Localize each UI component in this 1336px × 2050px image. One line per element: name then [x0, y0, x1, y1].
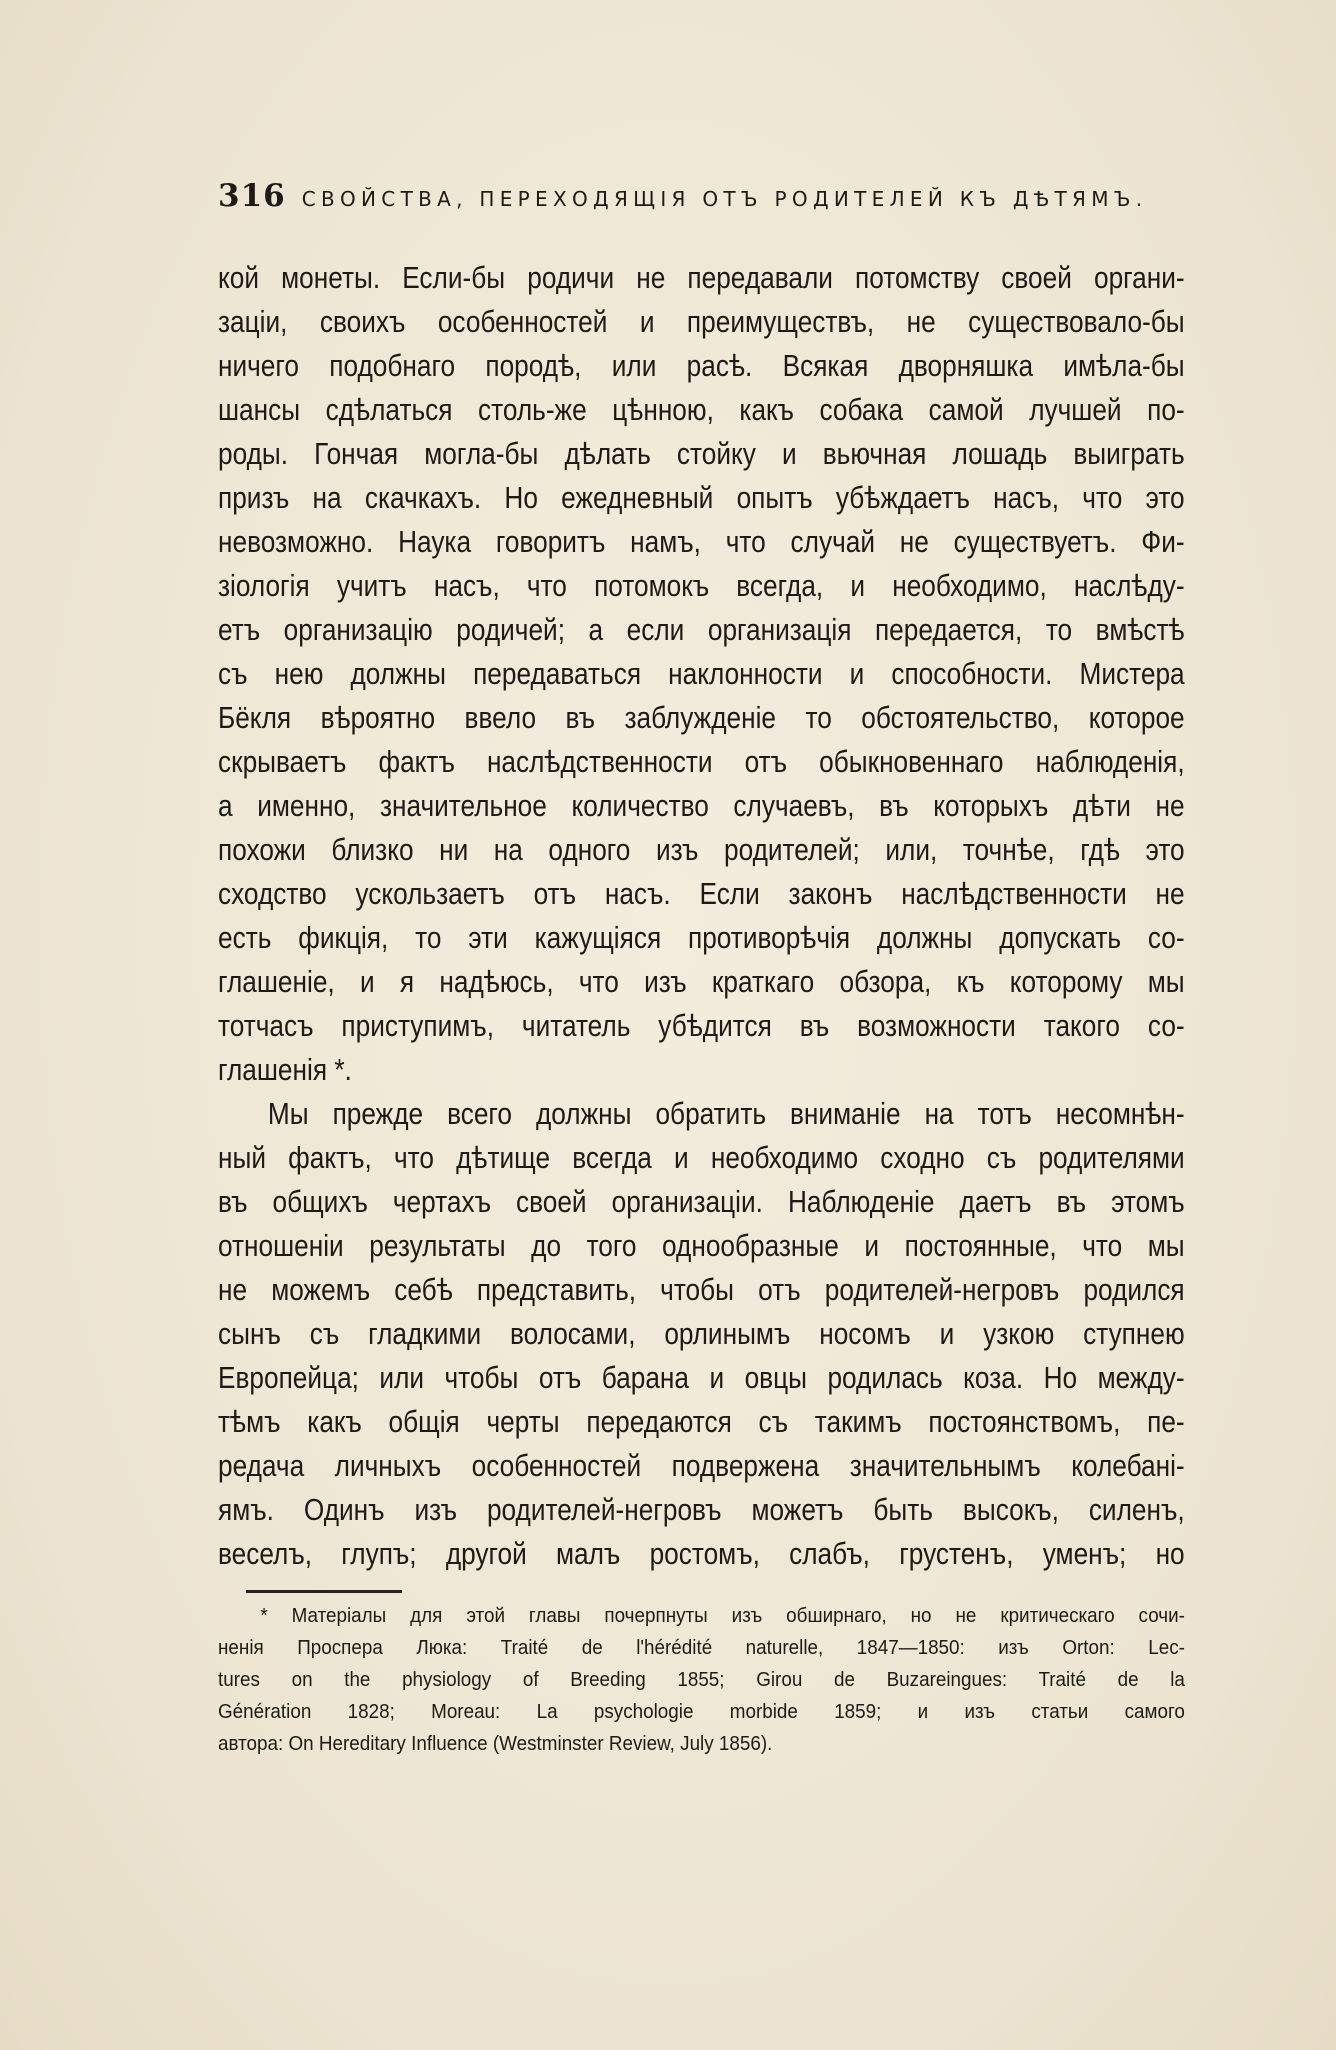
text-line: невозможно. Наука говоритъ намъ, что случай не существуетъ. Фи- [218, 525, 1185, 559]
text-line: сходство ускользаетъ отъ насъ. Если законъ наслѣдственности не [218, 877, 1185, 911]
footnote [218, 1600, 1185, 1760]
footnote-line: автора: On Hereditary Influence (Westminster Review, July 1856). [218, 1732, 773, 1755]
text-line: веселъ, глупъ; другой малъ ростомъ, слабъ, грустенъ, уменъ; но [218, 1537, 1185, 1571]
footnote-separator [246, 1590, 402, 1593]
running-title: СВОЙСТВА, ПЕРЕХОДЯЩІЯ ОТЪ РОДИТЕЛЕЙ КЪ ДѢТЯМЪ. [301, 187, 1148, 211]
text-line: сынъ съ гладкими волосами, орлинымъ носомъ и узкою ступнею [218, 1317, 1185, 1351]
text-line: ничего подобнаго породѣ, или расѣ. Всякая дворняшка имѣла-бы [218, 349, 1185, 383]
text-line: Европейца; или чтобы отъ барана и овцы родилась коза. Но между- [218, 1361, 1185, 1395]
text-line: глашеніе, и я надѣюсь, что изъ краткаго обзора, къ которому мы [218, 965, 1185, 999]
text-line: похожи близко ни на одного изъ родителей; или, точнѣе, гдѣ это [218, 833, 1185, 867]
text-line: тотчасъ приступимъ, читатель убѣдится въ возможности такого со- [218, 1009, 1185, 1043]
main-text [218, 256, 1185, 1576]
text-line: заціи, своихъ особенностей и преимуществъ, не существовало-бы [218, 305, 1185, 339]
page-number: 316 [218, 178, 286, 214]
text-line: кой монеты. Если-бы родичи не передавали потомству своей органи- [218, 261, 1185, 295]
text-line: а именно, значительное количество случаевъ, въ которыхъ дѣти не [218, 789, 1185, 823]
footnote-line: ненія Проспера Люка: Traité de l'hérédité naturelle, 1847—1850: изъ Orton: Lec- [218, 1636, 1185, 1659]
text-line: отношеніи результаты до того однообразные и постоянные, что мы [218, 1229, 1185, 1263]
text-line: Мы прежде всего должны обратить вниманіе на тотъ несомнѣн- [267, 1097, 1185, 1131]
text-line: шансы сдѣлаться столь-же цѣнною, какъ собака самой лучшей по- [218, 393, 1185, 427]
footnote-line: tures on the physiology of Breeding 1855; Girou de Buzareingues: Traité de la [218, 1668, 1185, 1691]
text-line: етъ организацію родичей; а если организація передается, то вмѣстѣ [218, 613, 1185, 647]
text-line: ямъ. Одинъ изъ родителей-негровъ можетъ быть высокъ, силенъ, [218, 1493, 1185, 1527]
text-line: зіологія учитъ насъ, что потомокъ всегда, и необходимо, наслѣду- [218, 569, 1185, 603]
footnote-line: Génération 1828; Moreau: La psychologie morbide 1859; и изъ статьи самого [218, 1700, 1185, 1723]
text-line: призъ на скачкахъ. Но ежедневный опытъ убѣждаетъ насъ, что это [218, 481, 1185, 515]
footnote-line: * Матеріалы для этой главы почерпнуты изъ обширнаго, но не критическаго сочи- [260, 1604, 1185, 1627]
text-line: есть фикція, то эти кажущіяся противорѣчія должны допускать со- [218, 921, 1185, 955]
text-line: Бёкля вѣроятно ввело въ заблужденіе то обстоятельство, которое [218, 701, 1185, 735]
text-line: не можемъ себѣ представить, чтобы отъ родителей-негровъ родился [218, 1273, 1185, 1307]
text-line: глашенія *. [218, 1053, 352, 1087]
text-line: съ нею должны передаваться наклонности и способности. Мистера [218, 657, 1185, 691]
text-line: роды. Гончая могла-бы дѣлать стойку и вьючная лошадь выиграть [218, 437, 1185, 471]
text-line: тѣмъ какъ общія черты передаются съ такимъ постоянствомъ, пе- [218, 1405, 1185, 1439]
running-head [218, 178, 1178, 228]
text-line: скрываетъ фактъ наслѣдственности отъ обыкновеннаго наблюденія, [218, 745, 1185, 779]
text-line: редача личныхъ особенностей подвержена значительнымъ колебані- [218, 1449, 1185, 1483]
text-line: ный фактъ, что дѣтище всегда и необходимо сходно съ родителями [218, 1141, 1185, 1175]
text-line: въ общихъ чертахъ своей организаціи. Наблюденіе даетъ въ этомъ [218, 1185, 1185, 1219]
